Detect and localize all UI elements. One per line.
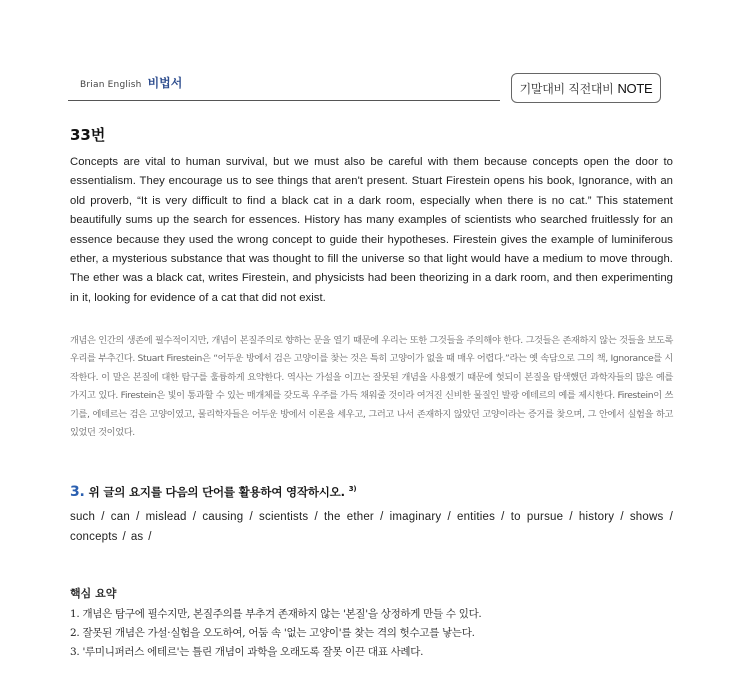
keyword-list: such / can / mislead / causing / scientists / the ether / imaginary / entities / to pursue / history / shows / concepts / as / (70, 511, 673, 543)
task-heading (70, 484, 356, 500)
task-instruction: 위 글의 요지를 다음의 단어를 활용하여 영작하시오. (88, 485, 345, 499)
note-prefix: 기말대비 직전대비 (519, 81, 614, 96)
passage-text: Concepts are vital to human survival, but we must also be careful with them because concepts open the door to essentialism. They encourage us to see things that aren't present. Stuart Firestein opens his book, Ignorance, with an old proverb, “It is very difficult to find a black cat in a dark room, especially when there is no cat.” This statement beautifully sums up the search for essences. History has many examples of scientists who searched fruitlessly for an essence because they used the wrong concept to guide their hypotheses. Firestein gives the example of luminiferous ether, a mysterious substance that was thought to fill the universe so that light would have a medium to move through. The ether was a black cat, writes Firestein, and physicists had been theorizing in a dark room, and then experimenting in it, looking for evidence of a cat that did not exist. (70, 156, 673, 304)
summary-item: 3. '루미니퍼러스 에테르'는 틀린 개념이 과학을 오래도록 잘못 이끈 대표 사례다. (70, 646, 424, 658)
task-number: 3. (70, 484, 85, 500)
brand (80, 74, 182, 91)
summary-list (70, 605, 481, 662)
summary-item: 1. 개념은 탐구에 필수지만, 본질주의를 부추겨 존재하지 않는 '본질'을 상정하게 만들 수 있다. (70, 608, 482, 620)
passage-translation: 개념은 인간의 생존에 필수적이지만, 개념이 본질주의로 향하는 문을 열기 때문에 우리는 또한 그것들을 주의해야 한다. 그것들은 존재하지 않는 것들을 보도록 우리를 부추긴다. Stuart Firestein은 “어두운 방에서 검은 고양이를 찾는 것은 특히 고양이가 없을 때 매우 어렵다.”라는 옛 속담으로 그의 책, Ignorance를 시작한다. 이 말은 본질에 대한 탐구를 훌륭하게 요약한다. 역사는 가설을 이끄는 잘못된 개념을 사용했기 때문에 헛되이 본질을 탐색했던 과학자들의 많은 예를 가지고 있다. Firestein은 빛이 통과할 수 있는 매개체를 갖도록 우주를 가득 채워줄 것이라 여겨진 신비한 물질인 발광 에테르의 예를 제시한다. Firestein이 쓰기를, 에테르는 검은 고양이였고, 물리학자들은 어두운 방에서 이론을 세우고, 그러고 나서 존재하지 않았던 고양이라는 증거를 찾으며, 그 안에서 실험을 하고 있었던 것이었다. (70, 335, 673, 439)
summary-title: 핵심 요약 (70, 587, 117, 600)
note-badge (511, 73, 661, 103)
summary-item: 2. 잘못된 개념은 가설·실험을 오도하여, 어둠 속 '없는 고양이'를 찾는 격의 헛수고를 낳는다. (70, 627, 475, 639)
header-divider (68, 100, 500, 101)
note-label: NOTE (617, 80, 653, 96)
question-number: 33번 (70, 126, 106, 144)
brand-english: Brian English (80, 80, 142, 90)
task-footnote: 3) (348, 485, 357, 494)
brand-korean: 비법서 (147, 76, 183, 90)
